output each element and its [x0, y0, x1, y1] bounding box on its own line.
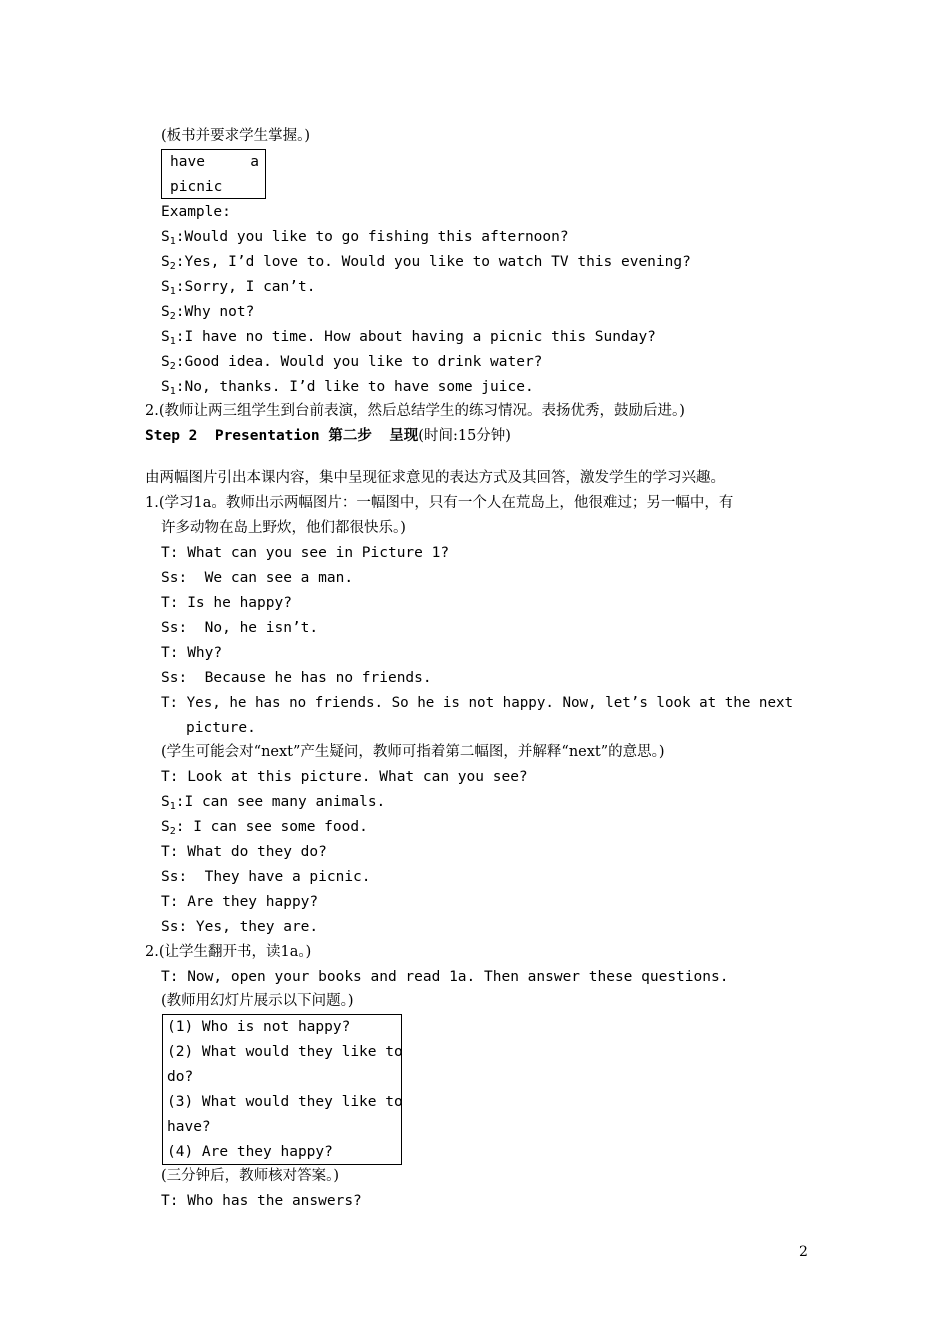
- question-line: have?: [167, 1119, 211, 1135]
- dialog-line: Ss: We can see a man.: [161, 570, 354, 586]
- question-line: (2) What would they like to: [167, 1044, 403, 1060]
- phrase-word: picnic: [170, 179, 223, 195]
- dialog-line: Ss: Because he has no friends.: [161, 670, 432, 686]
- dialog-line: T: Is he happy?: [161, 595, 292, 611]
- dialog-line: T: Look at this picture. What can you see?: [161, 769, 528, 785]
- dialog-line: Ss: No, he isn’t.: [161, 620, 319, 636]
- example-line: $S_2:Yes$, I’d love to. Would you like to watch TV this evening?: [161, 254, 691, 272]
- page-number: 2: [799, 1244, 808, 1260]
- dialog-line: T: Yes, he has no friends. So he is not happy. Now, let’s look at the next: [161, 695, 794, 711]
- dialog-line-cont: picture.: [186, 720, 256, 736]
- example-line: $S_2:Why$ not?: [161, 304, 255, 322]
- dialog-line: T: What can you see in Picture 1?: [161, 545, 450, 561]
- dialog-line: T: What do they do?: [161, 844, 327, 860]
- question-line: (3) What would they like to: [167, 1094, 403, 1110]
- board-note: (板书并要求学生掌握。): [161, 128, 311, 144]
- example-line: $S_1:No$, thanks. I’d like to have some juice.: [161, 379, 534, 397]
- phrase-box: [161, 149, 266, 199]
- step2-intro: 由两幅图片引出本课内容，集中呈现征求意见的表达方式及其回答，激发学生的学习兴趣。: [145, 470, 725, 486]
- perform-instruction: 2.(教师让两三组学生到台前表演，然后总结学生的练习情况。表扬优秀，鼓励后进。): [145, 403, 685, 419]
- item2-instruction: 2.(让学生翻开书，读1a。): [145, 944, 312, 960]
- question-line: (1) Who is not happy?: [167, 1019, 351, 1035]
- example-line: $S_1:Would$ you like to go fishing this afternoon?: [161, 229, 569, 247]
- dialog-line: $S_1:I$ can see many animals.: [161, 794, 386, 812]
- example-line: $S_2:Good$ idea. Would you like to drink water?: [161, 354, 543, 372]
- dialog-line: Ss: Yes, they are.: [161, 919, 319, 935]
- phrase-word: a: [250, 154, 259, 170]
- phrase-word: have: [170, 154, 205, 170]
- example-line: $S_1:Sorry$, I can’t.: [161, 279, 316, 297]
- slides-note: (教师用幻灯片展示以下问题。): [161, 993, 354, 1009]
- next-note: (学生可能会对“next”产生疑问，教师可指着第二幅图，并解释“next”的意思。): [161, 744, 665, 760]
- dialog-line: T: Are they happy?: [161, 894, 319, 910]
- question-line: (4) Are they happy?: [167, 1144, 333, 1160]
- example-line: $S_1:I$ have no time. How about having a picnic this Sunday?: [161, 329, 656, 347]
- item1-instruction-cont: 许多动物在岛上野炊，他们都很快乐。): [161, 520, 406, 536]
- dialog-line: T: Now, open your books and read 1a. Then answer these questions.: [161, 969, 729, 985]
- dialog-line: $S_2$: I can see some food.: [161, 819, 368, 837]
- questions-box: [162, 1014, 402, 1165]
- item1-instruction: 1.(学习1a。教师出示两幅图片：一幅图中，只有一个人在荒岛上，他很难过；另一幅中，有: [145, 495, 734, 511]
- dialog-line: T: Who has the answers?: [161, 1193, 362, 1209]
- dialog-line: T: Why?: [161, 645, 223, 661]
- dialog-line: Ss: They have a picnic.: [161, 869, 371, 885]
- question-line: do?: [167, 1069, 194, 1085]
- example-label: Example:: [161, 204, 231, 220]
- check-note: (三分钟后，教师核对答案。): [161, 1168, 340, 1184]
- step2-heading: Step 2 Presentation 第二步 呈现(时间:15分钟): [145, 428, 511, 444]
